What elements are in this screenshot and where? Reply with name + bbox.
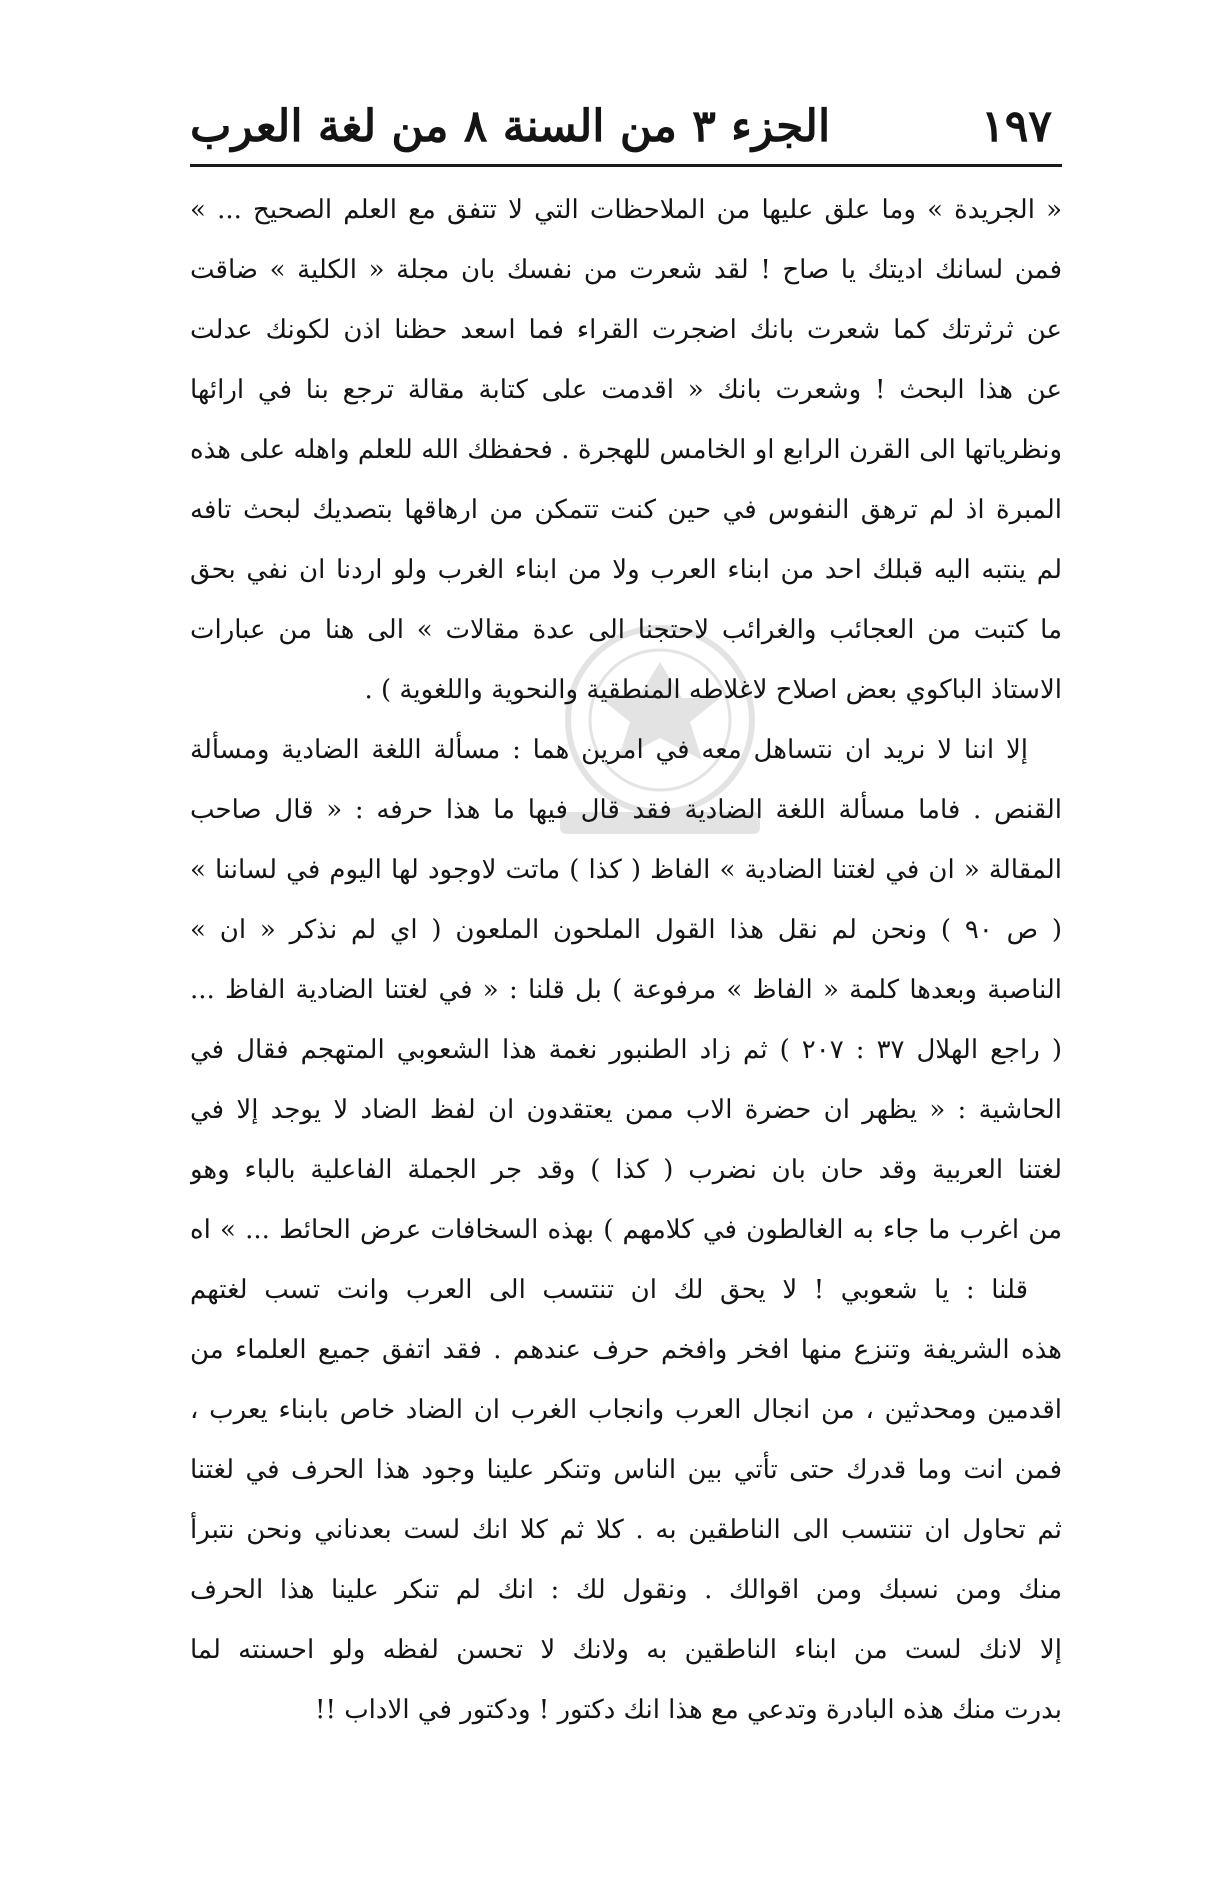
text-line: فمن لسانك اديتك يا صاح ! لقد شعرت من نفسك بان مجلة « الكلية » ضاقت — [190, 255, 1062, 285]
text-line: ما كتبت من العجائب والغرائب لاحتجنا الى عدة مقالات » الى هنا من عبارات — [190, 615, 1062, 645]
text-line: منك ومن نسبك ومن اقوالك . ونقول لك : انك لم تنكر علينا هذا الحرف — [190, 1575, 1062, 1605]
text-line: « الجريدة » وما علق عليها من الملاحظات التي لا تتفق مع العلم الصحيح ... » — [190, 195, 1062, 225]
text-line: فمن انت وما قدرك حتى تأتي بين الناس وتنكر علينا وجود هذا الحرف في لغتنا — [190, 1455, 1062, 1485]
text-line: بدرت منك هذه البادرة وتدعي مع هذا انك دكتور ! ودكتور في الاداب !! — [315, 1695, 1062, 1725]
body-text — [190, 180, 1062, 1740]
text-line: القنص . فاما مسألة اللغة الضادية فقد قال فيها ما هذا حرفه : « قال صاحب — [190, 795, 1062, 825]
text-line: إلا لانك لست من ابناء الناطقين به ولانك لا تحسن لفظه ولو احسنته لما — [190, 1635, 1062, 1665]
text-line: لم ينتبه اليه قبلك احد من ابناء العرب ولا من ابناء الغرب ولو اردنا ان نفي بحق — [190, 555, 1062, 585]
text-line: ( راجع الهلال ٣٧ : ٢٠٧ ) ثم زاد الطنبور نغمة هذا الشعوبي المتهجم فقال في — [190, 1035, 1062, 1065]
text-line: هذه الشريفة وتنزع منها افخر وافخم حرف عندهم . فقد اتفق جميع العلماء من — [190, 1335, 1062, 1365]
text-line: الحاشية : « يظهر ان حضرة الاب ممن يعتقدون ان لفظ الضاد لا يوجد إلا في — [190, 1095, 1062, 1125]
text-line: الاستاذ الباكوي بعض اصلاح لاغلاطه المنطقية والنحوية واللغوية ) . — [364, 675, 1062, 705]
paragraph-start-line: إلا اننا لا نريد ان نتساهل معه في امرين هما : مسألة اللغة الضادية ومسألة — [190, 735, 1028, 765]
text-line: من اغرب ما جاء به الغالطون في كلامهم ) بهذه السخافات عرض الحائط ... » اه — [190, 1215, 1062, 1245]
text-line: ونظرياتها الى القرن الرابع او الخامس للهجرة . فحفظك الله للعلم واهله على هذه — [190, 435, 1062, 465]
header-rule — [190, 164, 1062, 167]
page-header — [190, 96, 1052, 156]
text-line: عن ثرثرتك كما شعرت بانك اضجرت القراء فما اسعد حظنا اذن لكونك عدلت — [190, 315, 1062, 345]
text-line: المبرة اذ لم ترهق النفوس في حين كنت تتمكن من ارهاقها بتصديك لبحث تافه — [190, 495, 1062, 525]
text-line: الناصبة وبعدها كلمة « الفاظ » مرفوعة ) بل قلنا : « في لغتنا الضادية الفاظ ... — [190, 975, 1062, 1005]
running-title: الجزء ٣ من السنة ٨ من لغة العرب — [190, 100, 831, 152]
text-line: لغتنا العربية وقد حان بان نضرب ( كذا ) وقد جر الجملة الفاعلية بالباء وهو — [190, 1155, 1062, 1185]
text-line: اقدمين ومحدثين ، من انجال العرب وانجاب الغرب ان الضاد خاص بابناء يعرب ، — [190, 1395, 1062, 1425]
text-line: ( ص ٩٠ ) ونحن لم نقل هذا القول الملحون الملعون ( اي لم نذكر « ان » — [190, 915, 1062, 945]
text-line: ثم تحاول ان تنتسب الى الناطقين به . كلا ثم كلا انك لست بعدناني ونحن نتبرأ — [190, 1515, 1062, 1545]
page-number: ١٩٧ — [981, 100, 1052, 152]
paragraph-start-line: قلنا : يا شعوبي ! لا يحق لك ان تنتسب الى العرب وانت تسب لغتهم — [190, 1275, 1028, 1305]
text-line: عن هذا البحث ! وشعرت بانك « اقدمت على كتابة مقالة ترجع بنا في ارائها — [190, 375, 1062, 405]
text-line: المقالة « ان في لغتنا الضادية » الفاظ ( كذا ) ماتت لاوجود لها اليوم في لساننا » — [190, 855, 1062, 885]
